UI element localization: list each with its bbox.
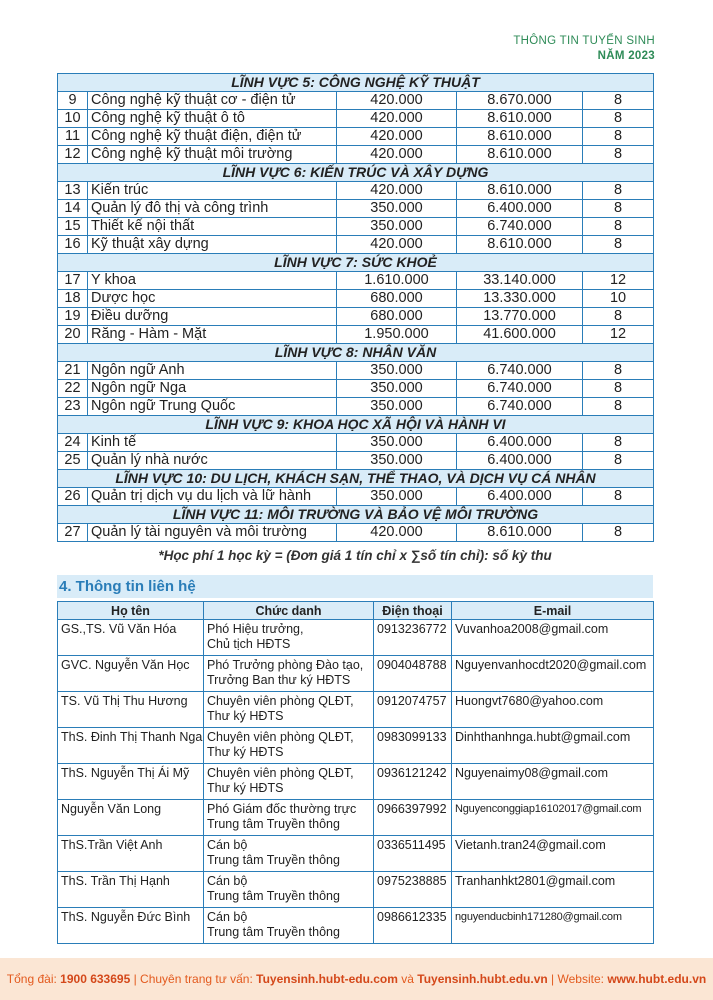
semester-fee: 6.740.000 bbox=[457, 218, 583, 236]
semesters: 8 bbox=[583, 362, 654, 380]
footer-label-website: | Website: bbox=[547, 972, 608, 986]
row-number: 20 bbox=[58, 326, 88, 344]
row-number: 18 bbox=[58, 290, 88, 308]
field-section-title: LĨNH VỰC 6: KIẾN TRÚC VÀ XÂY DỰNG bbox=[58, 164, 654, 182]
semester-fee: 6.740.000 bbox=[457, 380, 583, 398]
field-section-title: LĨNH VỰC 11: MÔI TRƯỜNG VÀ BẢO VỆ MÔI TRƯỜNG bbox=[58, 506, 654, 524]
table-row bbox=[58, 656, 654, 692]
contact-email[interactable]: Huongvt7680@yahoo.com bbox=[452, 692, 654, 728]
contact-phone[interactable]: 0975238885 bbox=[374, 872, 452, 908]
table-row bbox=[58, 692, 654, 728]
row-number: 16 bbox=[58, 236, 88, 254]
table-row bbox=[58, 128, 654, 146]
field-section-header bbox=[58, 74, 654, 92]
credit-price: 350.000 bbox=[337, 398, 457, 416]
table-row bbox=[58, 182, 654, 200]
program-name: Răng - Hàm - Mặt bbox=[88, 326, 337, 344]
program-name: Công nghệ kỹ thuật điện, điện tử bbox=[88, 128, 337, 146]
semester-fee: 13.330.000 bbox=[457, 290, 583, 308]
footer-and: và bbox=[397, 972, 418, 986]
col-header-title: Chức danh bbox=[204, 602, 374, 620]
header-title: THÔNG TIN TUYỂN SINH bbox=[513, 35, 655, 47]
col-header-phone: Điện thoại bbox=[374, 602, 452, 620]
semesters: 8 bbox=[583, 524, 654, 542]
table-row bbox=[58, 218, 654, 236]
table-row bbox=[58, 308, 654, 326]
row-number: 25 bbox=[58, 452, 88, 470]
table-row bbox=[58, 110, 654, 128]
contact-title bbox=[204, 692, 374, 728]
row-number: 27 bbox=[58, 524, 88, 542]
contact-title bbox=[204, 836, 374, 872]
row-number: 21 bbox=[58, 362, 88, 380]
semesters: 8 bbox=[583, 146, 654, 164]
credit-price: 350.000 bbox=[337, 452, 457, 470]
field-section-header bbox=[58, 344, 654, 362]
contact-table-header bbox=[58, 602, 654, 620]
contact-title-line1: Chuyên viên phòng QLĐT, bbox=[207, 766, 354, 780]
contact-phone[interactable]: 0986612335 bbox=[374, 908, 452, 944]
contact-phone[interactable]: 0966397992 bbox=[374, 800, 452, 836]
row-number: 23 bbox=[58, 398, 88, 416]
table-row bbox=[58, 362, 654, 380]
semesters: 8 bbox=[583, 182, 654, 200]
contact-phone[interactable]: 0336511495 bbox=[374, 836, 452, 872]
contact-email[interactable]: Dinhthanhnga.hubt@gmail.com bbox=[452, 728, 654, 764]
contact-title-line2: Thư ký HĐTS bbox=[207, 780, 284, 795]
semester-fee: 8.610.000 bbox=[457, 146, 583, 164]
row-number: 11 bbox=[58, 128, 88, 146]
section-title-contact: 4. Thông tin liên hệ bbox=[57, 575, 653, 598]
contact-email[interactable]: Nguyenvanhocdt2020@gmail.com bbox=[452, 656, 654, 692]
semesters: 8 bbox=[583, 398, 654, 416]
semesters: 8 bbox=[583, 110, 654, 128]
program-name: Y khoa bbox=[88, 272, 337, 290]
contact-name: ThS.Trần Việt Anh bbox=[58, 836, 204, 872]
row-number: 22 bbox=[58, 380, 88, 398]
semester-fee: 8.610.000 bbox=[457, 128, 583, 146]
table-row bbox=[58, 620, 654, 656]
semester-fee: 6.740.000 bbox=[457, 362, 583, 380]
row-number: 24 bbox=[58, 434, 88, 452]
contact-title-line2: Trung tâm Truyền thông bbox=[207, 852, 340, 867]
credit-price: 680.000 bbox=[337, 308, 457, 326]
contact-title bbox=[204, 764, 374, 800]
contact-name: ThS. Trần Thị Hạnh bbox=[58, 872, 204, 908]
field-section-header bbox=[58, 416, 654, 434]
credit-price: 350.000 bbox=[337, 218, 457, 236]
semester-fee: 6.400.000 bbox=[457, 434, 583, 452]
footer-link-consult-1[interactable]: Tuyensinh.hubt-edu.com bbox=[256, 972, 398, 986]
semester-fee: 8.610.000 bbox=[457, 236, 583, 254]
header-year: NĂM 2023 bbox=[597, 50, 655, 62]
footer-link-website[interactable]: www.hubt.edu.vn bbox=[607, 972, 707, 986]
credit-price: 680.000 bbox=[337, 290, 457, 308]
row-number: 9 bbox=[58, 92, 88, 110]
field-section-header bbox=[58, 254, 654, 272]
credit-price: 350.000 bbox=[337, 434, 457, 452]
contact-email[interactable]: Vietanh.tran24@gmail.com bbox=[452, 836, 654, 872]
contact-title bbox=[204, 656, 374, 692]
program-name: Quản lý nhà nước bbox=[88, 452, 337, 470]
program-name: Thiết kế nội thất bbox=[88, 218, 337, 236]
contact-email[interactable]: nguyenducbinh171280@gmail.com bbox=[452, 908, 654, 944]
contact-email[interactable]: Nguyenaimy08@gmail.com bbox=[452, 764, 654, 800]
contact-name: ThS. Nguyễn Thị Ái Mỹ bbox=[58, 764, 204, 800]
field-section-title: LĨNH VỰC 5: CÔNG NGHỆ KỸ THUẬT bbox=[58, 74, 654, 92]
contact-title bbox=[204, 800, 374, 836]
program-name: Kỹ thuật xây dựng bbox=[88, 236, 337, 254]
table-row bbox=[58, 908, 654, 944]
contact-email[interactable]: Vuvanhoa2008@gmail.com bbox=[452, 620, 654, 656]
semesters: 8 bbox=[583, 92, 654, 110]
contact-title-line1: Phó Trưởng phòng Đào tạo, bbox=[207, 658, 364, 672]
semesters: 8 bbox=[583, 128, 654, 146]
credit-price: 420.000 bbox=[337, 92, 457, 110]
tuition-note: *Học phí 1 học kỳ = (Đơn giá 1 tín chỉ x ∑số tín chỉ): số kỳ thu bbox=[158, 548, 552, 563]
contact-name: Nguyễn Văn Long bbox=[58, 800, 204, 836]
contact-email[interactable]: Tranhanhkt2801@gmail.com bbox=[452, 872, 654, 908]
semester-fee: 6.400.000 bbox=[457, 488, 583, 506]
table-row bbox=[58, 326, 654, 344]
program-name: Công nghệ kỹ thuật môi trường bbox=[88, 146, 337, 164]
contact-phone[interactable]: 0913236772 bbox=[374, 620, 452, 656]
semesters: 8 bbox=[583, 488, 654, 506]
semester-fee: 8.610.000 bbox=[457, 182, 583, 200]
program-name: Ngôn ngữ Nga bbox=[88, 380, 337, 398]
program-name: Kiến trúc bbox=[88, 182, 337, 200]
credit-price: 420.000 bbox=[337, 128, 457, 146]
program-name: Quản lý tài nguyên và môi trường bbox=[88, 524, 337, 542]
semester-fee: 33.140.000 bbox=[457, 272, 583, 290]
program-name: Quản trị dịch vụ du lịch và lữ hành bbox=[88, 488, 337, 506]
credit-price: 420.000 bbox=[337, 236, 457, 254]
contact-title-line1: Phó Hiệu trưởng, bbox=[207, 622, 304, 636]
semester-fee: 6.740.000 bbox=[457, 398, 583, 416]
program-name: Quản lý đô thị và công trình bbox=[88, 200, 337, 218]
contact-phone[interactable]: 0936121242 bbox=[374, 764, 452, 800]
contact-name: TS. Vũ Thị Thu Hương bbox=[58, 692, 204, 728]
table-row bbox=[58, 728, 654, 764]
page-footer bbox=[0, 958, 713, 1000]
row-number: 12 bbox=[58, 146, 88, 164]
program-name: Kinh tế bbox=[88, 434, 337, 452]
contact-title-line1: Cán bộ bbox=[207, 910, 248, 924]
semesters: 8 bbox=[583, 236, 654, 254]
row-number: 26 bbox=[58, 488, 88, 506]
row-number: 17 bbox=[58, 272, 88, 290]
semesters: 8 bbox=[583, 218, 654, 236]
table-row bbox=[58, 836, 654, 872]
table-row bbox=[58, 380, 654, 398]
contact-name: ThS. Nguyễn Đức Bình bbox=[58, 908, 204, 944]
semester-fee: 8.610.000 bbox=[457, 524, 583, 542]
contact-title-line1: Phó Giám đốc thường trực bbox=[207, 802, 357, 816]
credit-price: 350.000 bbox=[337, 380, 457, 398]
contact-phone[interactable]: 0983099133 bbox=[374, 728, 452, 764]
semesters: 12 bbox=[583, 326, 654, 344]
field-section-title: LĨNH VỰC 8: NHÂN VĂN bbox=[58, 344, 654, 362]
program-name: Ngôn ngữ Anh bbox=[88, 362, 337, 380]
contact-title bbox=[204, 908, 374, 944]
semesters: 8 bbox=[583, 434, 654, 452]
footer-label-consult: | Chuyên trang tư vấn: bbox=[130, 972, 257, 986]
contact-name: ThS. Đinh Thị Thanh Nga bbox=[58, 728, 204, 764]
field-section-title: LĨNH VỰC 7: SỨC KHOẺ bbox=[58, 254, 654, 272]
contact-title-line2: Trung tâm Truyền thông bbox=[207, 816, 340, 831]
table-row bbox=[58, 452, 654, 470]
row-number: 15 bbox=[58, 218, 88, 236]
table-row bbox=[58, 290, 654, 308]
table-row bbox=[58, 872, 654, 908]
row-number: 10 bbox=[58, 110, 88, 128]
table-row bbox=[58, 272, 654, 290]
contact-title-line2: Thư ký HĐTS bbox=[207, 708, 284, 723]
semester-fee: 8.670.000 bbox=[457, 92, 583, 110]
page-header bbox=[513, 34, 655, 64]
program-name: Điều dưỡng bbox=[88, 308, 337, 326]
table-row bbox=[58, 398, 654, 416]
field-section-title: LĨNH VỰC 9: KHOA HỌC XÃ HỘI VÀ HÀNH VI bbox=[58, 416, 654, 434]
credit-price: 1.950.000 bbox=[337, 326, 457, 344]
semesters: 10 bbox=[583, 290, 654, 308]
col-header-name: Họ tên bbox=[58, 602, 204, 620]
credit-price: 1.610.000 bbox=[337, 272, 457, 290]
credit-price: 420.000 bbox=[337, 524, 457, 542]
semesters: 8 bbox=[583, 380, 654, 398]
table-row bbox=[58, 434, 654, 452]
footer-label-hotline: Tổng đài: bbox=[6, 972, 61, 986]
table-row bbox=[58, 236, 654, 254]
row-number: 13 bbox=[58, 182, 88, 200]
semesters: 12 bbox=[583, 272, 654, 290]
row-number: 14 bbox=[58, 200, 88, 218]
contact-name: GS.,TS. Vũ Văn Hóa bbox=[58, 620, 204, 656]
table-row bbox=[58, 146, 654, 164]
contact-name: GVC. Nguyễn Văn Học bbox=[58, 656, 204, 692]
credit-price: 350.000 bbox=[337, 488, 457, 506]
contact-title-line2: Trung tâm Truyền thông bbox=[207, 924, 340, 939]
contact-phone[interactable]: 0904048788 bbox=[374, 656, 452, 692]
program-name: Ngôn ngữ Trung Quốc bbox=[88, 398, 337, 416]
table-row bbox=[58, 524, 654, 542]
contact-title-line1: Cán bộ bbox=[207, 838, 248, 852]
contact-table bbox=[57, 601, 654, 944]
semester-fee: 8.610.000 bbox=[457, 110, 583, 128]
contact-title bbox=[204, 620, 374, 656]
table-row bbox=[58, 92, 654, 110]
table-row bbox=[58, 800, 654, 836]
table-row bbox=[58, 200, 654, 218]
contact-title-line1: Cán bộ bbox=[207, 874, 248, 888]
field-section-header bbox=[58, 506, 654, 524]
contact-email[interactable]: Nguyenconggiap16102017@gmail.com bbox=[452, 800, 654, 836]
contact-title-line1: Chuyên viên phòng QLĐT, bbox=[207, 730, 354, 744]
program-name: Công nghệ kỹ thuật cơ - điện tử bbox=[88, 92, 337, 110]
contact-title-line2: Chủ tịch HĐTS bbox=[207, 636, 291, 651]
semester-fee: 6.400.000 bbox=[457, 452, 583, 470]
program-name: Công nghệ kỹ thuật ô tô bbox=[88, 110, 337, 128]
contact-title bbox=[204, 872, 374, 908]
contact-title-line2: Thư ký HĐTS bbox=[207, 744, 284, 759]
credit-price: 350.000 bbox=[337, 362, 457, 380]
contact-title-line2: Trưởng Ban thư ký HĐTS bbox=[207, 672, 351, 687]
contact-title-line2: Trung tâm Truyền thông bbox=[207, 888, 340, 903]
contact-phone[interactable]: 0912074757 bbox=[374, 692, 452, 728]
credit-price: 420.000 bbox=[337, 146, 457, 164]
col-header-email: E-mail bbox=[452, 602, 654, 620]
table-row bbox=[58, 488, 654, 506]
semester-fee: 6.400.000 bbox=[457, 200, 583, 218]
semesters: 8 bbox=[583, 452, 654, 470]
tuition-fee-table bbox=[57, 73, 654, 542]
program-name: Dược học bbox=[88, 290, 337, 308]
footer-hotline[interactable]: 1900 633695 bbox=[60, 972, 131, 986]
row-number: 19 bbox=[58, 308, 88, 326]
field-section-header bbox=[58, 470, 654, 488]
field-section-header bbox=[58, 164, 654, 182]
credit-price: 420.000 bbox=[337, 110, 457, 128]
field-section-title: LĨNH VỰC 10: DU LỊCH, KHÁCH SẠN, THỂ THAO, VÀ DỊCH VỤ CÁ NHÂN bbox=[58, 470, 654, 488]
semesters: 8 bbox=[583, 308, 654, 326]
semester-fee: 41.600.000 bbox=[457, 326, 583, 344]
credit-price: 350.000 bbox=[337, 200, 457, 218]
semester-fee: 13.770.000 bbox=[457, 308, 583, 326]
footer-link-consult-2[interactable]: Tuyensinh.hubt.edu.vn bbox=[417, 972, 548, 986]
table-row bbox=[58, 764, 654, 800]
credit-price: 420.000 bbox=[337, 182, 457, 200]
contact-title-line1: Chuyên viên phòng QLĐT, bbox=[207, 694, 354, 708]
semesters: 8 bbox=[583, 200, 654, 218]
contact-title bbox=[204, 728, 374, 764]
